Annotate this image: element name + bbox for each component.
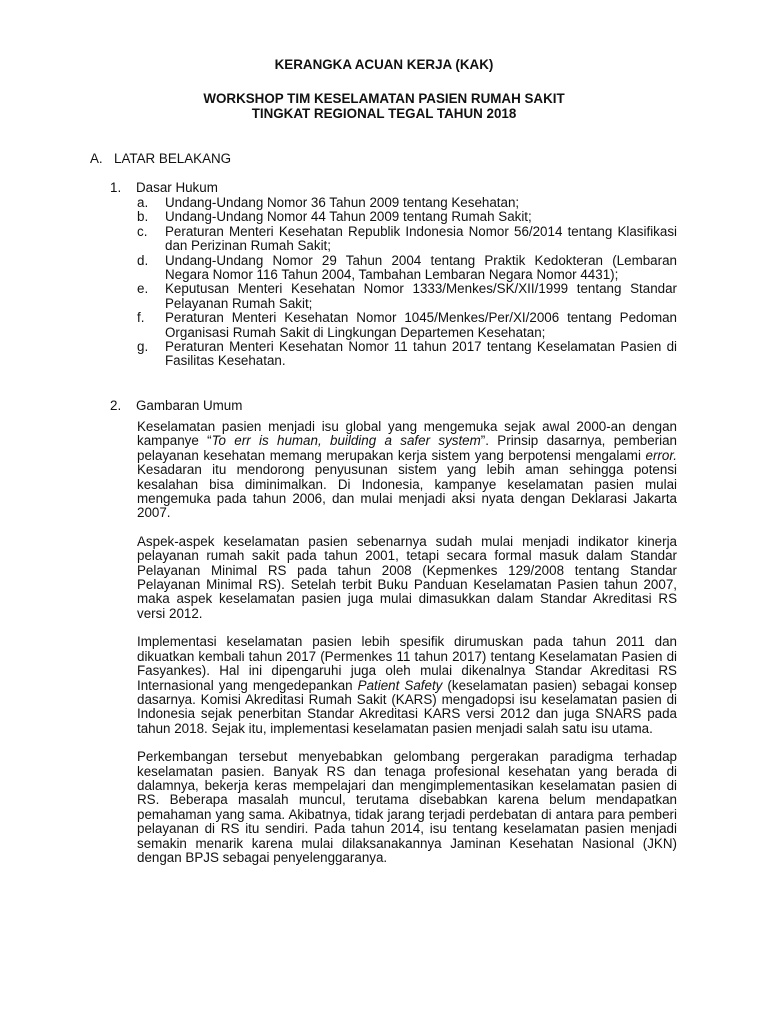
list-item <box>137 311 677 340</box>
list-item-letter: e. <box>137 281 149 297</box>
gambaran-umum-heading <box>110 399 242 413</box>
emphasized-term: Patient Safety <box>357 677 443 693</box>
list-item-letter: b. <box>137 209 149 225</box>
dasar-hukum-number: 1. <box>110 180 122 195</box>
paragraph-3 <box>137 635 677 736</box>
document-subtitle-1: WORKSHOP TIM KESELAMATAN PASIEN RUMAH SAKIT <box>203 91 565 106</box>
list-item <box>137 340 677 369</box>
document-title: KERANGKA ACUAN KERJA (KAK) <box>274 57 494 72</box>
list-item-letter: a. <box>137 195 149 210</box>
dasar-hukum-heading <box>110 181 218 195</box>
emphasized-term: error. <box>645 447 677 463</box>
campaign-slogan: To err is human, building a safer system <box>211 433 481 449</box>
gambaran-umum-body <box>137 420 677 879</box>
list-item-text: Undang-Undang Nomor 44 Tahun 2009 tentang Rumah Sakit; <box>165 209 532 225</box>
list-item <box>137 225 677 254</box>
document-subtitle-2: TINGKAT REGIONAL TEGAL TAHUN 2018 <box>251 106 517 121</box>
section-a-title: LATAR BELAKANG <box>114 151 232 166</box>
list-item-letter: g. <box>137 339 149 355</box>
list-item-text: Peraturan Menteri Kesehatan Nomor 11 tahun 2017 tentang Keselamatan Pasien di Fasilitas Kesehatan. <box>165 339 677 369</box>
paragraph-text: ”. Prinsip dasarnya, pemberian pelayanan kesehatan memang merupakan kerja sistem yang berpotensi mengalami <box>137 433 677 463</box>
list-item-text: Undang-Undang Nomor 29 Tahun 2004 tentang Praktik Kedokteran (Lembaran Negara Nomor 116 Tahun 2004, Tambahan Lembaran Negara Nomor 4431); <box>165 252 677 283</box>
legal-basis-list <box>137 196 677 369</box>
paragraph-text: (keselamatan pasien) sebagai konsep dasarnya. Komisi Akreditasi Rumah Sakit (KARS) mengadopsi isu keselamatan pasien di Indonesia sejak penerbitan Standar Akreditasi KARS versi 2012 dan juga SNARS pada tahun 2018. Sejak itu, implementasi keselamatan pasien menjadi salah satu isu utama. <box>137 677 677 736</box>
paragraph-text: Implementasi keselamatan pasien lebih spesifik dirumuskan pada tahun 2011 dan dikuatkan kembali tahun 2017 (Permenkes 11 tahun 2017) tentang Keselamatan Pasien di Fasyankes). Hal ini dipengaruhi juga oleh mulai dikenalnya Standar Akreditasi RS Internasional yang mengedepankan <box>137 634 677 693</box>
paragraph-4: Perkembangan tersebut menyebabkan gelombang pergerakan paradigma terhadap keselamatan pasien. Banyak RS dan tenaga profesional kesehatan yang berada di dalamnya, bekerja keras mempelajari dan mengimplementasikan keselamatan pasien di RS. Beberapa masalah muncul, terutama disebabkan karena belum mendapatkan pemahaman yang sama. Akibatnya, tidak jarang terjadi perdebatan di antara para pemberi pelayanan di RS itu sendiri. Pada tahun 2014, isu tentang keselamatan pasien menjadi semakin menarik karena mulai dilaksanakannya Jaminan Kesehatan Nasional (JKN) dengan BPJS sebagai penyelenggaranya. <box>137 749 677 865</box>
list-item-text: Peraturan Menteri Kesehatan Republik Indonesia Nomor 56/2014 tentang Klasifikasi dan Perizinan Rumah Sakit; <box>165 223 677 254</box>
list-item <box>137 196 677 210</box>
gambaran-umum-number: 2. <box>110 398 122 413</box>
list-item-letter: f. <box>137 310 145 326</box>
dasar-hukum-title: Dasar Hukum <box>136 180 218 195</box>
list-item <box>137 210 677 224</box>
gambaran-umum-title: Gambaran Umum <box>136 398 243 413</box>
paragraph-text: Kesadaran itu mendorong penyusunan sistem yang lebih aman sehingga potensi kesalahan bisa diminimalkan. Di Indonesia, kampanye keselamatan pasien mulai mengemuka pada tahun 2006, dan mulai menjadi aksi nyata dengan Deklarasi Jakarta 2007. <box>137 462 677 521</box>
paragraph-text: Keselamatan pasien menjadi isu global yang mengemuka sejak awal 2000-an dengan kampanye “ <box>137 419 677 449</box>
list-item-text: Undang-Undang Nomor 36 Tahun 2009 tentang Kesehatan; <box>165 195 520 210</box>
section-a-label: A. <box>90 151 103 166</box>
paragraph-2: Aspek-aspek keselamatan pasien sebenarnya sudah mulai menjadi indikator kinerja pelayanan rumah sakit pada tahun 2001, tetapi secara formal masuk dalam Standar Pelayanan Minimal RS pada tahun 2008 (Kepmenkes 129/2008 tentang Standar Pelayanan Minimal RS). Setelah terbit Buku Panduan Keselamatan Pasien tahun 2007, maka aspek keselamatan pasien juga mulai dimasukkan dalam Standar Akreditasi RS versi 2012. <box>137 533 677 621</box>
paragraph-1 <box>137 420 677 521</box>
list-item <box>137 254 677 283</box>
list-item-text: Peraturan Menteri Kesehatan Nomor 1045/Menkes/Per/XI/2006 tentang Pedoman Organisasi Rumah Sakit di Lingkungan Departemen Kesehatan; <box>165 310 677 340</box>
list-item <box>137 282 677 311</box>
section-a-heading <box>90 152 231 166</box>
list-item-letter: c. <box>137 223 148 239</box>
list-item-letter: d. <box>137 252 149 268</box>
list-item-text: Keputusan Menteri Kesehatan Nomor 1333/Menkes/SK/XII/1999 tentang Standar Pelayanan Rumah Sakit; <box>165 281 677 311</box>
